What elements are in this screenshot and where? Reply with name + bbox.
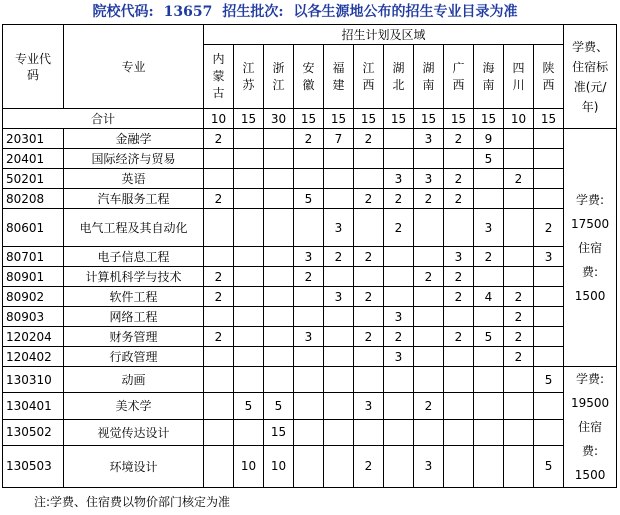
quota-cell (534, 307, 564, 327)
fee-line: 学费: (576, 192, 605, 207)
fee-line: 学费: (576, 372, 605, 386)
total-cell: 30 (264, 109, 294, 129)
quota-cell: 5 (474, 149, 504, 169)
quota-cell: 2 (504, 169, 534, 189)
batch-value: 以各生源地公布的招生专业目录为准 (293, 4, 518, 20)
quota-cell: 2 (504, 327, 534, 347)
table-row (3, 247, 617, 267)
batch-label: 招生批次: (222, 4, 284, 20)
quota-cell (534, 419, 564, 445)
quota-cell: 3 (414, 129, 444, 149)
quota-cell: 7 (324, 129, 354, 149)
quota-cell (324, 445, 354, 487)
quota-cell (534, 347, 564, 367)
province-header: 福建 (324, 45, 354, 109)
major-name: 财务管理 (64, 327, 204, 347)
quota-cell (444, 209, 474, 247)
quota-cell: 2 (354, 287, 384, 307)
quota-cell (204, 307, 234, 327)
quota-cell (384, 149, 414, 169)
major-name: 美术学 (64, 393, 204, 419)
quota-cell (264, 189, 294, 209)
major-code: 80902 (3, 287, 64, 307)
quota-cell (324, 347, 354, 367)
quota-cell (294, 149, 324, 169)
quota-cell (384, 419, 414, 445)
quota-cell (234, 267, 264, 287)
major-code: 130502 (3, 419, 64, 445)
quota-cell: 5 (294, 189, 324, 209)
quota-cell (294, 209, 324, 247)
table-row (3, 129, 617, 149)
quota-cell (234, 247, 264, 267)
province-header: 湖北 (384, 45, 414, 109)
quota-cell (204, 169, 234, 189)
quota-cell (474, 445, 504, 487)
quota-cell: 3 (384, 307, 414, 327)
quota-cell: 5 (234, 393, 264, 419)
fee-cell (564, 367, 617, 488)
quota-cell (324, 367, 354, 393)
quota-cell (534, 393, 564, 419)
quota-cell: 3 (444, 247, 474, 267)
major-name: 电子信息工程 (64, 247, 204, 267)
quota-cell: 2 (204, 129, 234, 149)
total-cell: 15 (234, 109, 264, 129)
quota-cell: 2 (504, 347, 534, 367)
quota-cell (414, 149, 444, 169)
quota-cell: 3 (414, 445, 444, 487)
quota-cell: 2 (384, 327, 414, 347)
quota-cell: 2 (354, 189, 384, 209)
quota-cell: 2 (444, 267, 474, 287)
fee-line: 1500 (574, 288, 606, 303)
table-row (3, 347, 617, 367)
table-row (3, 189, 617, 209)
quota-cell (264, 267, 294, 287)
quota-cell: 2 (414, 393, 444, 419)
province-header: 湖南 (414, 45, 444, 109)
college-code-label: 院校代码: (92, 4, 154, 20)
quota-cell (504, 129, 534, 149)
major-name: 视觉传达设计 (64, 419, 204, 445)
quota-cell: 5 (264, 393, 294, 419)
quota-cell: 10 (264, 445, 294, 487)
province-header: 江西 (354, 45, 384, 109)
province-header: 陕西 (534, 45, 564, 109)
quota-cell: 2 (534, 209, 564, 247)
quota-cell (234, 419, 264, 445)
fee-line: 住宿 (578, 420, 603, 434)
fee-line: 费: (582, 444, 599, 458)
quota-cell: 3 (384, 169, 414, 189)
quota-cell (444, 445, 474, 487)
province-header: 海南 (474, 45, 504, 109)
quota-cell (264, 129, 294, 149)
quota-cell: 2 (414, 189, 444, 209)
quota-cell (474, 419, 504, 445)
major-code: 80601 (3, 209, 64, 247)
quota-cell (234, 367, 264, 393)
quota-cell (234, 347, 264, 367)
quota-cell: 3 (414, 169, 444, 189)
quota-cell (534, 149, 564, 169)
quota-cell: 9 (474, 129, 504, 149)
quota-cell: 3 (474, 209, 504, 247)
quota-cell (354, 419, 384, 445)
total-cell: 15 (444, 109, 474, 129)
quota-cell (294, 367, 324, 393)
quota-cell (504, 367, 534, 393)
quota-cell (294, 445, 324, 487)
quota-cell: 3 (354, 393, 384, 419)
quota-cell (324, 393, 354, 419)
quota-cell (504, 209, 534, 247)
quota-cell (534, 267, 564, 287)
major-code: 120402 (3, 347, 64, 367)
quota-cell (204, 149, 234, 169)
quota-cell: 2 (204, 287, 234, 307)
quota-cell (204, 247, 234, 267)
province-header: 广西 (444, 45, 474, 109)
quota-cell (414, 347, 444, 367)
college-code: 13657 (163, 4, 213, 20)
quota-cell (534, 129, 564, 149)
quota-cell (354, 267, 384, 287)
quota-cell (204, 393, 234, 419)
quota-cell: 2 (444, 169, 474, 189)
major-code: 130503 (3, 445, 64, 487)
quota-cell (504, 189, 534, 209)
quota-cell: 2 (414, 267, 444, 287)
quota-cell (444, 393, 474, 419)
quota-cell (534, 169, 564, 189)
quota-cell (264, 307, 294, 327)
table-row (3, 287, 617, 307)
quota-cell (354, 149, 384, 169)
total-cell: 15 (294, 109, 324, 129)
major-name: 环境设计 (64, 445, 204, 487)
fee-column-header: 学费、住宿标准(元/年) (564, 25, 617, 129)
quota-cell (234, 287, 264, 307)
quota-cell: 4 (474, 287, 504, 307)
major-name: 动画 (64, 367, 204, 393)
quota-cell: 2 (294, 267, 324, 287)
major-column-header: 专业 (64, 25, 204, 109)
major-code: 50201 (3, 169, 64, 189)
quota-cell (414, 367, 444, 393)
quota-cell (324, 327, 354, 347)
major-code: 80903 (3, 307, 64, 327)
quota-cell (294, 347, 324, 367)
quota-cell (384, 445, 414, 487)
table-row (3, 393, 617, 419)
total-cell: 15 (534, 109, 564, 129)
table-row (3, 445, 617, 487)
quota-cell (504, 445, 534, 487)
fee-line: 费: (582, 264, 599, 279)
quota-cell (324, 307, 354, 327)
quota-cell: 2 (294, 129, 324, 149)
major-code: 80701 (3, 247, 64, 267)
fee-cell (564, 129, 617, 367)
quota-cell (264, 247, 294, 267)
quota-cell (204, 445, 234, 487)
quota-cell (384, 267, 414, 287)
quota-cell (384, 367, 414, 393)
quota-cell: 2 (444, 327, 474, 347)
quota-cell (384, 247, 414, 267)
code-column-header: 专业代码 (3, 25, 64, 109)
major-name: 国际经济与贸易 (64, 149, 204, 169)
fee-note: 注:学费、住宿费以物价部门核定为准 (34, 495, 231, 509)
table-row (3, 267, 617, 287)
quota-cell (414, 287, 444, 307)
quota-cell: 3 (294, 327, 324, 347)
major-name: 电气工程及其自动化 (64, 209, 204, 247)
quota-cell (234, 129, 264, 149)
quota-cell: 2 (354, 327, 384, 347)
total-cell: 15 (384, 109, 414, 129)
quota-cell: 2 (504, 287, 534, 307)
total-cell: 10 (204, 109, 234, 129)
quota-cell (294, 419, 324, 445)
province-header: 安徽 (294, 45, 324, 109)
quota-cell (444, 307, 474, 327)
table-row (3, 149, 617, 169)
total-cell: 15 (474, 109, 504, 129)
quota-cell (294, 393, 324, 419)
quota-cell: 2 (384, 189, 414, 209)
quota-cell (324, 169, 354, 189)
quota-cell: 2 (354, 445, 384, 487)
province-header: 四川 (504, 45, 534, 109)
quota-cell (414, 307, 444, 327)
total-cell: 15 (414, 109, 444, 129)
table-row (3, 419, 617, 445)
quota-cell (474, 393, 504, 419)
major-name: 计算机科学与技术 (64, 267, 204, 287)
quota-cell: 5 (474, 327, 504, 347)
quota-cell (474, 367, 504, 393)
quota-cell (324, 149, 354, 169)
table-row (3, 327, 617, 347)
quota-cell (204, 367, 234, 393)
quota-cell: 5 (534, 445, 564, 487)
quota-cell (414, 419, 444, 445)
quota-cell (324, 419, 354, 445)
quota-cell (384, 287, 414, 307)
quota-cell (204, 209, 234, 247)
quota-cell (444, 347, 474, 367)
quota-cell: 2 (504, 307, 534, 327)
major-code: 20401 (3, 149, 64, 169)
quota-cell (264, 347, 294, 367)
quota-cell (504, 247, 534, 267)
province-header: 江苏 (234, 45, 264, 109)
major-name: 行政管理 (64, 347, 204, 367)
table-row (3, 367, 617, 393)
province-header: 内蒙古 (204, 45, 234, 109)
quota-cell (474, 307, 504, 327)
enrollment-table (2, 24, 617, 488)
major-name: 软件工程 (64, 287, 204, 307)
quota-cell (384, 393, 414, 419)
quota-cell (234, 209, 264, 247)
quota-cell: 15 (264, 419, 294, 445)
quota-cell (234, 189, 264, 209)
quota-cell: 2 (204, 189, 234, 209)
quota-cell: 3 (534, 247, 564, 267)
quota-cell (264, 209, 294, 247)
quota-cell (504, 267, 534, 287)
table-row (3, 169, 617, 189)
quota-cell: 2 (354, 247, 384, 267)
quota-cell (474, 267, 504, 287)
quota-cell (294, 287, 324, 307)
quota-cell (294, 169, 324, 189)
province-header: 浙江 (264, 45, 294, 109)
quota-cell (234, 307, 264, 327)
quota-cell: 3 (324, 287, 354, 307)
major-code: 20301 (3, 129, 64, 149)
quota-cell (384, 129, 414, 149)
quota-cell: 5 (534, 367, 564, 393)
header-row-1 (3, 25, 617, 45)
total-cell: 15 (354, 109, 384, 129)
quota-cell (234, 327, 264, 347)
total-row (3, 109, 617, 129)
quota-cell (504, 419, 534, 445)
sheet-title (0, 0, 620, 24)
major-name: 网络工程 (64, 307, 204, 327)
quota-cell (474, 189, 504, 209)
quota-cell: 2 (384, 209, 414, 247)
quota-cell: 2 (444, 189, 474, 209)
quota-cell: 2 (474, 247, 504, 267)
major-name: 金融学 (64, 129, 204, 149)
plan-region-header: 招生计划及区域 (204, 25, 564, 45)
quota-cell: 3 (324, 209, 354, 247)
fee-line: 17500 (570, 216, 610, 231)
quota-cell (444, 367, 474, 393)
major-name: 汽车服务工程 (64, 189, 204, 209)
major-code: 80208 (3, 189, 64, 209)
total-label: 合计 (3, 109, 204, 129)
quota-cell: 2 (204, 267, 234, 287)
fee-line: 19500 (570, 396, 610, 410)
quota-cell (354, 367, 384, 393)
quota-cell (264, 149, 294, 169)
quota-cell (264, 327, 294, 347)
quota-cell: 2 (444, 129, 474, 149)
quota-cell (414, 209, 444, 247)
quota-cell (474, 347, 504, 367)
quota-cell (534, 287, 564, 307)
major-name: 英语 (64, 169, 204, 189)
major-code: 80901 (3, 267, 64, 287)
quota-cell (294, 307, 324, 327)
quota-cell (324, 267, 354, 287)
quota-cell (234, 169, 264, 189)
quota-cell (204, 419, 234, 445)
quota-cell (354, 209, 384, 247)
major-code: 130310 (3, 367, 64, 393)
quota-cell (444, 149, 474, 169)
fee-line: 住宿 (578, 240, 603, 255)
table-row (3, 307, 617, 327)
quota-cell (414, 327, 444, 347)
quota-cell (354, 347, 384, 367)
total-cell: 10 (504, 109, 534, 129)
major-code: 130401 (3, 393, 64, 419)
quota-cell: 10 (234, 445, 264, 487)
major-code: 120204 (3, 327, 64, 347)
quota-cell: 2 (354, 129, 384, 149)
quota-cell (504, 393, 534, 419)
quota-cell: 3 (384, 347, 414, 367)
total-cell: 15 (324, 109, 354, 129)
table-row (3, 209, 617, 247)
fee-line: 1500 (574, 468, 606, 482)
quota-cell (534, 189, 564, 209)
quota-cell (414, 247, 444, 267)
quota-cell: 2 (444, 287, 474, 307)
quota-cell (264, 287, 294, 307)
quota-cell: 2 (204, 327, 234, 347)
quota-cell (234, 149, 264, 169)
quota-cell: 2 (324, 247, 354, 267)
quota-cell (354, 169, 384, 189)
quota-cell (264, 367, 294, 393)
quota-cell (534, 327, 564, 347)
quota-cell (324, 189, 354, 209)
quota-cell (474, 169, 504, 189)
quota-cell (204, 347, 234, 367)
quota-cell (354, 307, 384, 327)
quota-cell: 3 (294, 247, 324, 267)
quota-cell (264, 169, 294, 189)
quota-cell (504, 149, 534, 169)
quota-cell (444, 419, 474, 445)
